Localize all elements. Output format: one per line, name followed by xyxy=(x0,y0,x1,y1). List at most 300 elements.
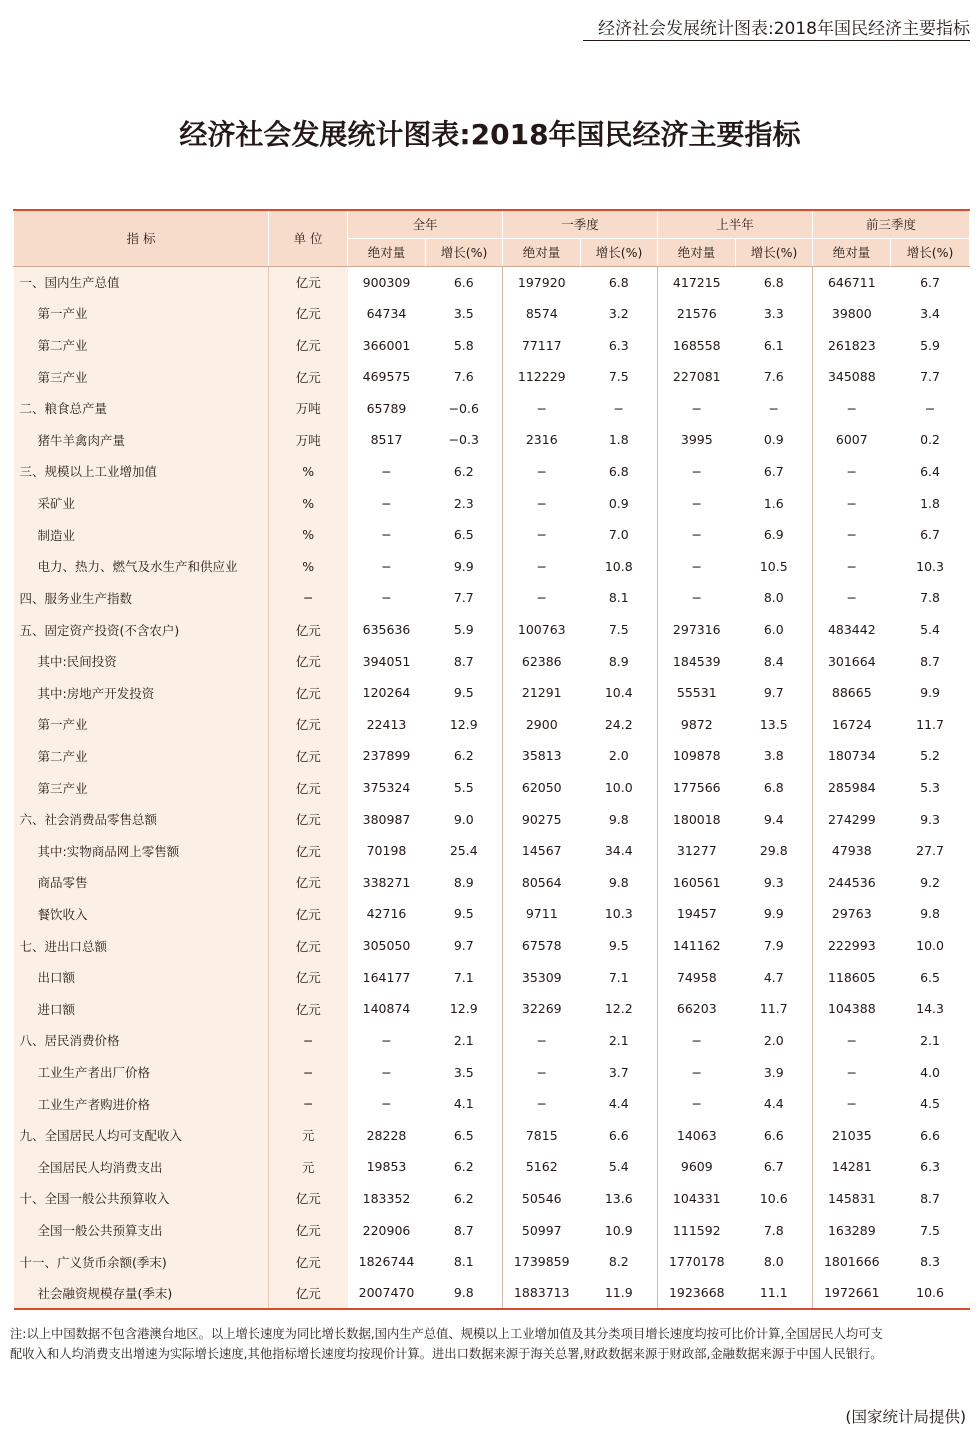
indicator-unit: 元 xyxy=(269,1119,348,1151)
indicator-name: 十、全国一般公共预算收入 xyxy=(14,1183,269,1215)
period-header-q1-q3: 前三季度 xyxy=(813,210,970,238)
footnote-line: 注:以上中国数据不包含港澳台地区。以上增长速度为同比增长数据,国内生产总值、规模以上工业增加值及其分类项目增长速度均按可比价计算,全国居民人均可支 xyxy=(10,1327,883,1341)
growth-value: 10.9 xyxy=(604,1222,633,1238)
absolute-value: 9609 xyxy=(658,1151,736,1183)
absolute-value: − xyxy=(381,495,392,511)
indicator-unit: % xyxy=(269,550,348,582)
indicator-unit: 亿元 xyxy=(269,709,348,741)
growth-value: 6.3 xyxy=(920,1159,940,1175)
absolute-value: 227081 xyxy=(658,361,736,393)
growth-value: 1.8 xyxy=(920,495,940,511)
absolute-value: 635636 xyxy=(362,622,411,637)
growth-value: 2.0 xyxy=(763,1032,784,1048)
absolute-value: 380987 xyxy=(362,811,411,827)
indicator-unit: 亿元 xyxy=(269,772,348,804)
absolute-value: − xyxy=(381,590,392,606)
absolute-value: 67578 xyxy=(503,930,581,962)
table-row xyxy=(14,677,970,709)
growth-value: 6.5 xyxy=(453,527,474,543)
growth-value: 6.7 xyxy=(763,1159,784,1175)
growth-value: 6.9 xyxy=(763,527,784,543)
table-row xyxy=(14,582,970,614)
absolute-value: 50546 xyxy=(503,1183,581,1215)
absolute-value: 77117 xyxy=(503,329,581,361)
growth-value: 13.5 xyxy=(759,716,788,732)
indicator-name: 其中:民间投资 xyxy=(14,645,269,677)
table-row xyxy=(14,424,970,456)
absolute-value: 297316 xyxy=(658,614,736,646)
table-row xyxy=(14,898,970,930)
absolute-value: 16724 xyxy=(813,709,891,741)
growth-value: 5.9 xyxy=(920,337,940,353)
growth-value: 24.2 xyxy=(604,716,633,732)
absolute-value: − xyxy=(503,456,581,488)
absolute-value: 14567 xyxy=(503,835,581,867)
growth-value: 9.5 xyxy=(453,685,474,701)
growth-value: 4.7 xyxy=(763,969,784,985)
absolute-value: − xyxy=(813,582,891,614)
growth-value: 1.8 xyxy=(608,432,629,448)
table-row xyxy=(14,803,970,835)
indicator-unit: − xyxy=(269,1088,348,1120)
growth-value: 5.3 xyxy=(920,780,940,796)
growth-value: 10.6 xyxy=(891,1278,970,1310)
table-row xyxy=(14,740,970,772)
table-row xyxy=(14,1246,970,1278)
indicator-name: 第三产业 xyxy=(14,361,269,393)
absolute-value: 483442 xyxy=(813,614,891,646)
growth-value: −0.6 xyxy=(448,400,479,416)
growth-value: 6.7 xyxy=(920,527,940,543)
growth-value: 6.2 xyxy=(453,748,474,764)
growth-value: 6.6 xyxy=(608,1127,629,1143)
growth-value: 8.7 xyxy=(453,1222,474,1238)
growth-value: 3.8 xyxy=(763,748,784,764)
indicator-name: 第一产业 xyxy=(14,298,269,330)
absolute-header: 绝对量 xyxy=(348,238,426,266)
growth-value: 9.5 xyxy=(453,906,474,922)
growth-value: 6.6 xyxy=(453,274,474,290)
absolute-value: 1923668 xyxy=(658,1278,736,1310)
growth-value: 5.5 xyxy=(453,780,474,796)
table-row xyxy=(14,298,970,330)
absolute-value: 9711 xyxy=(503,898,581,930)
absolute-value: 237899 xyxy=(362,748,411,764)
absolute-value: 469575 xyxy=(362,369,411,385)
absolute-value: 42716 xyxy=(366,906,407,922)
indicator-unit: 万吨 xyxy=(269,424,348,456)
table-row xyxy=(14,709,970,741)
absolute-value: − xyxy=(381,1064,392,1080)
absolute-value: 140874 xyxy=(362,1001,411,1017)
absolute-value: 120264 xyxy=(362,685,411,701)
absolute-value: 21291 xyxy=(503,677,581,709)
table-row xyxy=(14,835,970,867)
running-head: 经济社会发展统计图表:2018年国民经济主要指标 xyxy=(598,19,970,39)
absolute-value: 21576 xyxy=(658,298,736,330)
absolute-value: 112229 xyxy=(503,361,581,393)
growth-value: 3.7 xyxy=(608,1064,629,1080)
indicator-name: 电力、热力、燃气及水生产和供应业 xyxy=(14,550,269,582)
growth-value: 9.7 xyxy=(453,938,474,954)
indicator-name: 制造业 xyxy=(14,519,269,551)
absolute-value: 1801666 xyxy=(813,1246,891,1278)
indicator-unit: 万吨 xyxy=(269,392,348,424)
absolute-value: − xyxy=(503,1056,581,1088)
indicator-name: 其中:房地产开发投资 xyxy=(14,677,269,709)
absolute-value: − xyxy=(381,1032,392,1048)
period-header-h1: 上半年 xyxy=(658,210,813,238)
absolute-value: 261823 xyxy=(813,329,891,361)
absolute-value: − xyxy=(381,558,392,574)
indicator-unit: − xyxy=(269,582,348,614)
absolute-value: 88665 xyxy=(813,677,891,709)
growth-value: 3.2 xyxy=(608,305,629,321)
table-row xyxy=(14,1278,970,1310)
absolute-value: 66203 xyxy=(658,993,736,1025)
growth-value: 6.5 xyxy=(453,1127,474,1143)
growth-value: 11.7 xyxy=(759,1001,788,1017)
absolute-value: 1826744 xyxy=(358,1254,415,1270)
absolute-value: 301664 xyxy=(813,645,891,677)
growth-value: −0.3 xyxy=(448,432,479,448)
indicator-unit: 亿元 xyxy=(269,867,348,899)
absolute-value: − xyxy=(381,527,392,543)
absolute-value: 6007 xyxy=(813,424,891,456)
growth-value: 29.8 xyxy=(759,843,788,859)
absolute-value: 141162 xyxy=(658,930,736,962)
growth-value: 9.3 xyxy=(920,811,940,827)
growth-value: 7.1 xyxy=(608,969,629,985)
growth-value: 8.3 xyxy=(920,1254,940,1270)
growth-value: 7.5 xyxy=(920,1222,940,1238)
growth-value: 2.1 xyxy=(608,1032,629,1048)
absolute-value: − xyxy=(503,582,581,614)
growth-value: 11.9 xyxy=(581,1278,658,1310)
growth-value: − xyxy=(768,400,780,416)
indicator-name: 七、进出口总额 xyxy=(14,930,269,962)
indicator-name: 第一产业 xyxy=(14,709,269,741)
absolute-value: − xyxy=(503,519,581,551)
absolute-value: 160561 xyxy=(658,867,736,899)
absolute-value: 183352 xyxy=(362,1190,411,1206)
indicator-name: 社会融资规模存量(季末) xyxy=(14,1278,269,1310)
indicator-name: 二、粮食总产量 xyxy=(14,392,269,424)
absolute-value: 29763 xyxy=(813,898,891,930)
absolute-value: 32269 xyxy=(503,993,581,1025)
indicator-name: 九、全国居民人均可支配收入 xyxy=(14,1119,269,1151)
indicator-name: 第二产业 xyxy=(14,329,269,361)
absolute-value: 62050 xyxy=(503,772,581,804)
absolute-value: 50997 xyxy=(503,1214,581,1246)
growth-value: 3.9 xyxy=(763,1064,784,1080)
indicator-name: 猪牛羊禽肉产量 xyxy=(14,424,269,456)
absolute-value: 14063 xyxy=(658,1119,736,1151)
growth-value: 10.3 xyxy=(916,558,944,574)
absolute-value: 7815 xyxy=(503,1119,581,1151)
absolute-value: 21035 xyxy=(813,1119,891,1151)
growth-value: 9.3 xyxy=(763,874,784,890)
growth-value: 6.5 xyxy=(920,969,940,985)
growth-value: 6.0 xyxy=(763,622,784,637)
absolute-value: − xyxy=(658,519,736,551)
growth-value: 4.5 xyxy=(920,1096,940,1112)
indicator-name: 五、固定资产投资(不含农户) xyxy=(14,614,269,646)
table-row xyxy=(14,1183,970,1215)
growth-value: 7.5 xyxy=(608,622,629,637)
absolute-value: 70198 xyxy=(366,843,407,859)
growth-value: 11.1 xyxy=(736,1278,813,1310)
absolute-value: 35309 xyxy=(503,961,581,993)
growth-value: 8.0 xyxy=(763,1254,784,1270)
growth-value: 27.7 xyxy=(916,843,944,859)
growth-value: 5.2 xyxy=(920,748,940,764)
growth-value: 4.1 xyxy=(453,1096,474,1112)
growth-value: 8.2 xyxy=(608,1254,629,1270)
table-header-row xyxy=(14,210,970,238)
absolute-value: 80564 xyxy=(503,867,581,899)
indicator-name: 八、居民消费价格 xyxy=(14,1025,269,1057)
growth-value: 5.4 xyxy=(608,1159,629,1175)
table-row xyxy=(14,456,970,488)
absolute-value: 338271 xyxy=(362,874,411,890)
table-row xyxy=(14,1151,970,1183)
footnote-line: 配收入和人均消费支出增速为实际增长速度,其他指标增长速度均按现价计算。进出口数据来源于海关总署,财政数据来源于财政部,金融数据来源于中国人民银行。 xyxy=(10,1347,883,1361)
table-row xyxy=(14,361,970,393)
absolute-value: − xyxy=(813,1056,891,1088)
growth-value: 8.7 xyxy=(920,1190,940,1206)
growth-value: 5.4 xyxy=(920,622,940,637)
growth-value: 8.1 xyxy=(453,1254,474,1270)
absolute-value: 3995 xyxy=(658,424,736,456)
absolute-value: 47938 xyxy=(813,835,891,867)
growth-value: 0.9 xyxy=(763,432,784,448)
absolute-value: 168558 xyxy=(658,329,736,361)
growth-value: 6.6 xyxy=(763,1127,784,1143)
growth-value: 6.2 xyxy=(453,1159,474,1175)
indicator-name: 工业生产者出厂价格 xyxy=(14,1056,269,1088)
growth-value: 7.7 xyxy=(920,369,940,385)
absolute-value: 90275 xyxy=(503,803,581,835)
table-row xyxy=(14,1088,970,1120)
growth-value: 12.9 xyxy=(449,1001,478,1017)
growth-value: 10.6 xyxy=(759,1190,788,1206)
growth-header: 增长(%) xyxy=(581,238,658,266)
absolute-value: 180734 xyxy=(813,740,891,772)
absolute-value: 104388 xyxy=(813,993,891,1025)
absolute-value: 39800 xyxy=(813,298,891,330)
absolute-value: 2316 xyxy=(503,424,581,456)
growth-value: 9.8 xyxy=(920,906,940,922)
indicator-unit: 亿元 xyxy=(269,677,348,709)
growth-value: 11.7 xyxy=(916,716,944,732)
table-row xyxy=(14,329,970,361)
table-row xyxy=(14,392,970,424)
growth-value: − xyxy=(924,400,936,416)
absolute-value: 184539 xyxy=(658,645,736,677)
absolute-value: − xyxy=(658,1056,736,1088)
indicator-name: 全国一般公共预算支出 xyxy=(14,1214,269,1246)
indicator-name: 十一、广义货币余额(季末) xyxy=(14,1246,269,1278)
footnote xyxy=(10,1324,972,1364)
indicator-unit: 亿元 xyxy=(269,740,348,772)
indicator-unit: 元 xyxy=(269,1151,348,1183)
absolute-value: 111592 xyxy=(658,1214,736,1246)
growth-value: 6.8 xyxy=(763,780,784,796)
growth-value: 5.9 xyxy=(453,622,474,637)
absolute-value: 9872 xyxy=(658,709,736,741)
absolute-value: 305050 xyxy=(362,938,411,954)
growth-value: 4.4 xyxy=(763,1096,784,1112)
period-header-q1: 一季度 xyxy=(503,210,658,238)
table-row xyxy=(14,1025,970,1057)
growth-value: 2.3 xyxy=(453,495,474,511)
indicator-unit: 亿元 xyxy=(269,930,348,962)
growth-value: 6.7 xyxy=(920,274,940,290)
absolute-value: − xyxy=(658,582,736,614)
table-row xyxy=(14,614,970,646)
growth-value: 3.3 xyxy=(763,305,784,321)
absolute-value: 366001 xyxy=(362,337,411,353)
absolute-value: 345088 xyxy=(813,361,891,393)
growth-value: 6.2 xyxy=(453,463,474,479)
absolute-value: 163289 xyxy=(813,1214,891,1246)
table-body xyxy=(14,266,970,1309)
absolute-value: 35813 xyxy=(503,740,581,772)
source-credit: (国家统计局提供) xyxy=(845,1408,966,1426)
absolute-value: 394051 xyxy=(362,653,411,669)
absolute-header: 绝对量 xyxy=(503,238,581,266)
table-row xyxy=(14,550,970,582)
absolute-value: 197920 xyxy=(503,266,581,298)
absolute-value: 1972661 xyxy=(813,1278,891,1310)
growth-value: 9.8 xyxy=(608,811,629,827)
growth-value: 7.9 xyxy=(763,938,784,954)
growth-value: 14.3 xyxy=(916,1001,944,1017)
absolute-value: − xyxy=(381,463,392,479)
absolute-value: 2900 xyxy=(503,709,581,741)
indicator-unit: 亿元 xyxy=(269,361,348,393)
growth-value: 2.0 xyxy=(608,748,629,764)
growth-value: 8.1 xyxy=(608,590,629,606)
growth-value: 9.4 xyxy=(763,811,784,827)
absolute-value: 109878 xyxy=(658,740,736,772)
table-row xyxy=(14,266,970,298)
growth-value: 8.9 xyxy=(608,653,629,669)
indicator-unit: 亿元 xyxy=(269,266,348,298)
absolute-value: 646711 xyxy=(813,266,891,298)
indicator-name: 出口额 xyxy=(14,961,269,993)
table-row xyxy=(14,930,970,962)
indicator-unit: − xyxy=(269,1025,348,1057)
indicator-name: 餐饮收入 xyxy=(14,898,269,930)
running-head-rule xyxy=(583,40,970,41)
period-header-full-year: 全年 xyxy=(348,210,503,238)
absolute-value: 74958 xyxy=(658,961,736,993)
indicator-name: 进口额 xyxy=(14,993,269,1025)
absolute-value: 1883713 xyxy=(503,1278,581,1310)
absolute-value: − xyxy=(813,550,891,582)
table-row xyxy=(14,487,970,519)
growth-value: 8.7 xyxy=(920,653,940,669)
indicator-name: 商品零售 xyxy=(14,867,269,899)
table-row xyxy=(14,961,970,993)
indicator-unit: 亿元 xyxy=(269,803,348,835)
absolute-header: 绝对量 xyxy=(658,238,736,266)
absolute-value: − xyxy=(658,392,736,424)
table-row xyxy=(14,645,970,677)
growth-value: 7.6 xyxy=(453,369,474,385)
indicator-name: 三、规模以上工业增加值 xyxy=(14,456,269,488)
growth-value: 34.4 xyxy=(604,843,633,859)
growth-value: 12.9 xyxy=(449,716,478,732)
absolute-value: − xyxy=(658,487,736,519)
absolute-value: 65789 xyxy=(366,400,407,416)
table-row xyxy=(14,867,970,899)
growth-value: 6.8 xyxy=(763,274,784,290)
absolute-value: 64734 xyxy=(366,305,407,321)
absolute-value: 104331 xyxy=(658,1183,736,1215)
growth-value: 6.2 xyxy=(453,1190,474,1206)
absolute-value: 22413 xyxy=(366,716,407,732)
absolute-value: − xyxy=(813,392,891,424)
indicator-unit: 亿元 xyxy=(269,993,348,1025)
absolute-value: 31277 xyxy=(658,835,736,867)
growth-header: 增长(%) xyxy=(426,238,503,266)
indicator-header: 指 标 xyxy=(14,210,269,266)
indicator-unit: % xyxy=(269,456,348,488)
absolute-value: 244536 xyxy=(813,867,891,899)
absolute-value: 900309 xyxy=(362,274,411,290)
absolute-value: 28228 xyxy=(366,1127,407,1143)
absolute-value: 62386 xyxy=(503,645,581,677)
indicator-name: 全国居民人均消费支出 xyxy=(14,1151,269,1183)
indicator-unit: − xyxy=(269,1056,348,1088)
growth-value: 10.3 xyxy=(604,906,633,922)
growth-value: 0.2 xyxy=(920,432,940,448)
table-row xyxy=(14,519,970,551)
growth-value: 10.0 xyxy=(916,938,944,954)
absolute-value: 220906 xyxy=(362,1222,411,1238)
growth-value: 7.0 xyxy=(608,527,629,543)
absolute-value: 8517 xyxy=(370,432,403,448)
absolute-value: − xyxy=(813,1088,891,1120)
absolute-value: 1770178 xyxy=(658,1246,736,1278)
absolute-value: − xyxy=(503,550,581,582)
growth-value: 7.5 xyxy=(608,369,629,385)
absolute-value: 55531 xyxy=(658,677,736,709)
absolute-value: 274299 xyxy=(813,803,891,835)
growth-value: 1.6 xyxy=(763,495,784,511)
indicator-name: 第三产业 xyxy=(14,772,269,804)
indicator-unit: 亿元 xyxy=(269,1278,348,1310)
absolute-value: − xyxy=(503,1025,581,1057)
growth-value: 6.8 xyxy=(608,463,629,479)
growth-value: 9.2 xyxy=(920,874,940,890)
indicator-unit: 亿元 xyxy=(269,898,348,930)
absolute-value: 19853 xyxy=(366,1159,407,1175)
absolute-value: − xyxy=(503,392,581,424)
growth-value: 3.5 xyxy=(453,305,474,321)
growth-value: 7.8 xyxy=(763,1222,784,1238)
indicator-unit: 亿元 xyxy=(269,645,348,677)
absolute-value: − xyxy=(658,1088,736,1120)
absolute-value: 118605 xyxy=(813,961,891,993)
growth-value: 10.8 xyxy=(604,558,633,574)
absolute-value: − xyxy=(813,456,891,488)
indicator-name: 采矿业 xyxy=(14,487,269,519)
absolute-value: − xyxy=(503,487,581,519)
